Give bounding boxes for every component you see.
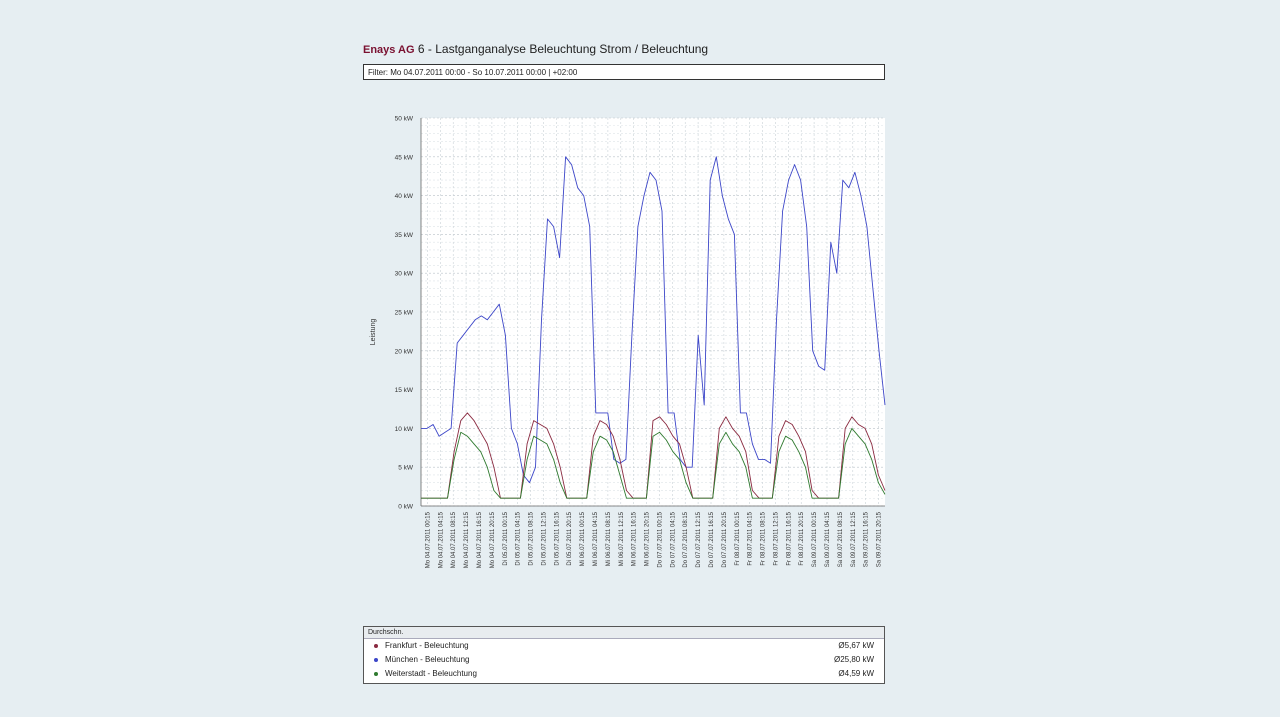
brand-name: Enays AG	[363, 44, 415, 56]
filter-field[interactable]: Filter: Mo 04.07.2011 00:00 - So 10.07.2011 00:00 | +02:00	[363, 64, 885, 80]
x-tick-label: Mo 04.07.2011 16:15	[477, 512, 483, 569]
legend-label: München - Beleuchtung	[385, 655, 470, 664]
y-tick-label: 0 kW	[398, 503, 413, 511]
x-tick-label: Fr 08.07.2011 12:15	[773, 512, 780, 566]
x-tick-label: Di 05.07.2011 16:15	[554, 512, 561, 566]
legend-label: Frankfurt - Beleuchtung	[385, 641, 469, 650]
legend-heading: Durchschn.	[364, 627, 884, 639]
x-tick-label: Di 05.07.2011 12:15	[541, 512, 548, 566]
x-tick-label: Mo 04.07.2011 12:15	[464, 512, 471, 569]
line-chart	[363, 108, 889, 608]
x-tick-label: Sa 09.07.2011 04:15	[825, 512, 831, 568]
x-tick-label: Di 05.07.2011 20:15	[567, 512, 574, 566]
y-tick-label: 20 kW	[394, 348, 413, 356]
legend-average: Ø25,80 kW	[833, 655, 874, 664]
legend-panel	[363, 626, 885, 684]
x-tick-label: Mi 06.07.2011 12:15	[618, 512, 625, 567]
legend-marker	[374, 644, 378, 648]
legend-marker	[374, 672, 378, 676]
x-tick-label: Do 07.07.2011 12:15	[696, 512, 703, 568]
report-title	[363, 40, 889, 58]
x-tick-label: Mi 06.07.2011 08:15	[605, 512, 612, 567]
x-tick-label: Mo 04.07.2011 04:15	[438, 512, 445, 569]
x-tick-label: Sa 09.07.2011 16:15	[863, 512, 870, 568]
x-tick-label: Mo 04.07.2011 08:15	[451, 512, 458, 569]
x-tick-label: Do 07.07.2011 16:15	[709, 512, 715, 568]
y-tick-label: 25 kW	[394, 309, 413, 317]
x-tick-label: Sa 09.07.2011 12:15	[850, 512, 857, 568]
y-tick-label: 10 kW	[394, 425, 413, 433]
y-tick-label: 50 kW	[394, 115, 413, 123]
legend-item-frankfurt[interactable]	[364, 639, 884, 653]
y-tick-label: 5 kW	[398, 464, 413, 472]
x-tick-label: Mo 04.07.2011 20:15	[489, 512, 496, 569]
x-tick-label: Do 07.07.2011 04:15	[670, 512, 677, 568]
x-tick-label: Di 05.07.2011 08:15	[528, 512, 535, 566]
y-axis-title: Leistung	[370, 318, 377, 346]
y-tick-label: 40 kW	[394, 193, 413, 201]
x-tick-label: Mi 06.07.2011 00:15	[580, 512, 587, 567]
legend-average: Ø5,67 kW	[838, 641, 874, 650]
legend-marker	[374, 658, 378, 662]
x-tick-label: Sa 09.07.2011 08:15	[837, 512, 844, 568]
x-tick-label: Di 05.07.2011 04:15	[515, 512, 522, 566]
x-tick-label: Do 07.07.2011 20:15	[721, 512, 728, 568]
title-text: 6 - Lastganganalyse Beleuchtung Strom / Beleuchtung	[417, 42, 709, 56]
legend-item-weiterstadt[interactable]	[364, 667, 884, 681]
x-tick-label: Fr 08.07.2011 20:15	[799, 512, 806, 566]
chart-area	[363, 108, 889, 608]
x-tick-label: Fr 08.07.2011 04:15	[747, 512, 754, 566]
x-tick-label: Mi 06.07.2011 04:15	[593, 512, 599, 567]
x-tick-label: Sa 09.07.2011 20:15	[876, 512, 883, 568]
x-tick-label: Mi 06.07.2011 20:15	[644, 512, 651, 567]
x-tick-label: Do 07.07.2011 00:15	[657, 512, 664, 568]
y-tick-label: 35 kW	[394, 231, 413, 239]
y-tick-label: 15 kW	[394, 387, 413, 395]
x-tick-label: Do 07.07.2011 08:15	[683, 512, 690, 568]
x-tick-label: Fr 08.07.2011 08:15	[760, 512, 767, 566]
report-panel	[363, 40, 889, 690]
y-tick-label: 30 kW	[394, 270, 413, 278]
x-tick-label: Mo 04.07.2011 00:15	[425, 512, 432, 569]
x-tick-label: Fr 08.07.2011 16:15	[786, 512, 793, 566]
x-tick-label: Mi 06.07.2011 16:15	[631, 512, 638, 567]
x-tick-label: Di 05.07.2011 00:15	[502, 512, 509, 566]
legend-item-muenchen[interactable]	[364, 653, 884, 667]
x-tick-label: Fr 08.07.2011 00:15	[734, 512, 741, 566]
x-tick-label: Sa 09.07.2011 00:15	[812, 512, 819, 568]
legend-label: Weiterstadt - Beleuchtung	[385, 669, 477, 678]
y-tick-label: 45 kW	[394, 154, 413, 162]
legend-average: Ø4,59 kW	[838, 669, 874, 678]
